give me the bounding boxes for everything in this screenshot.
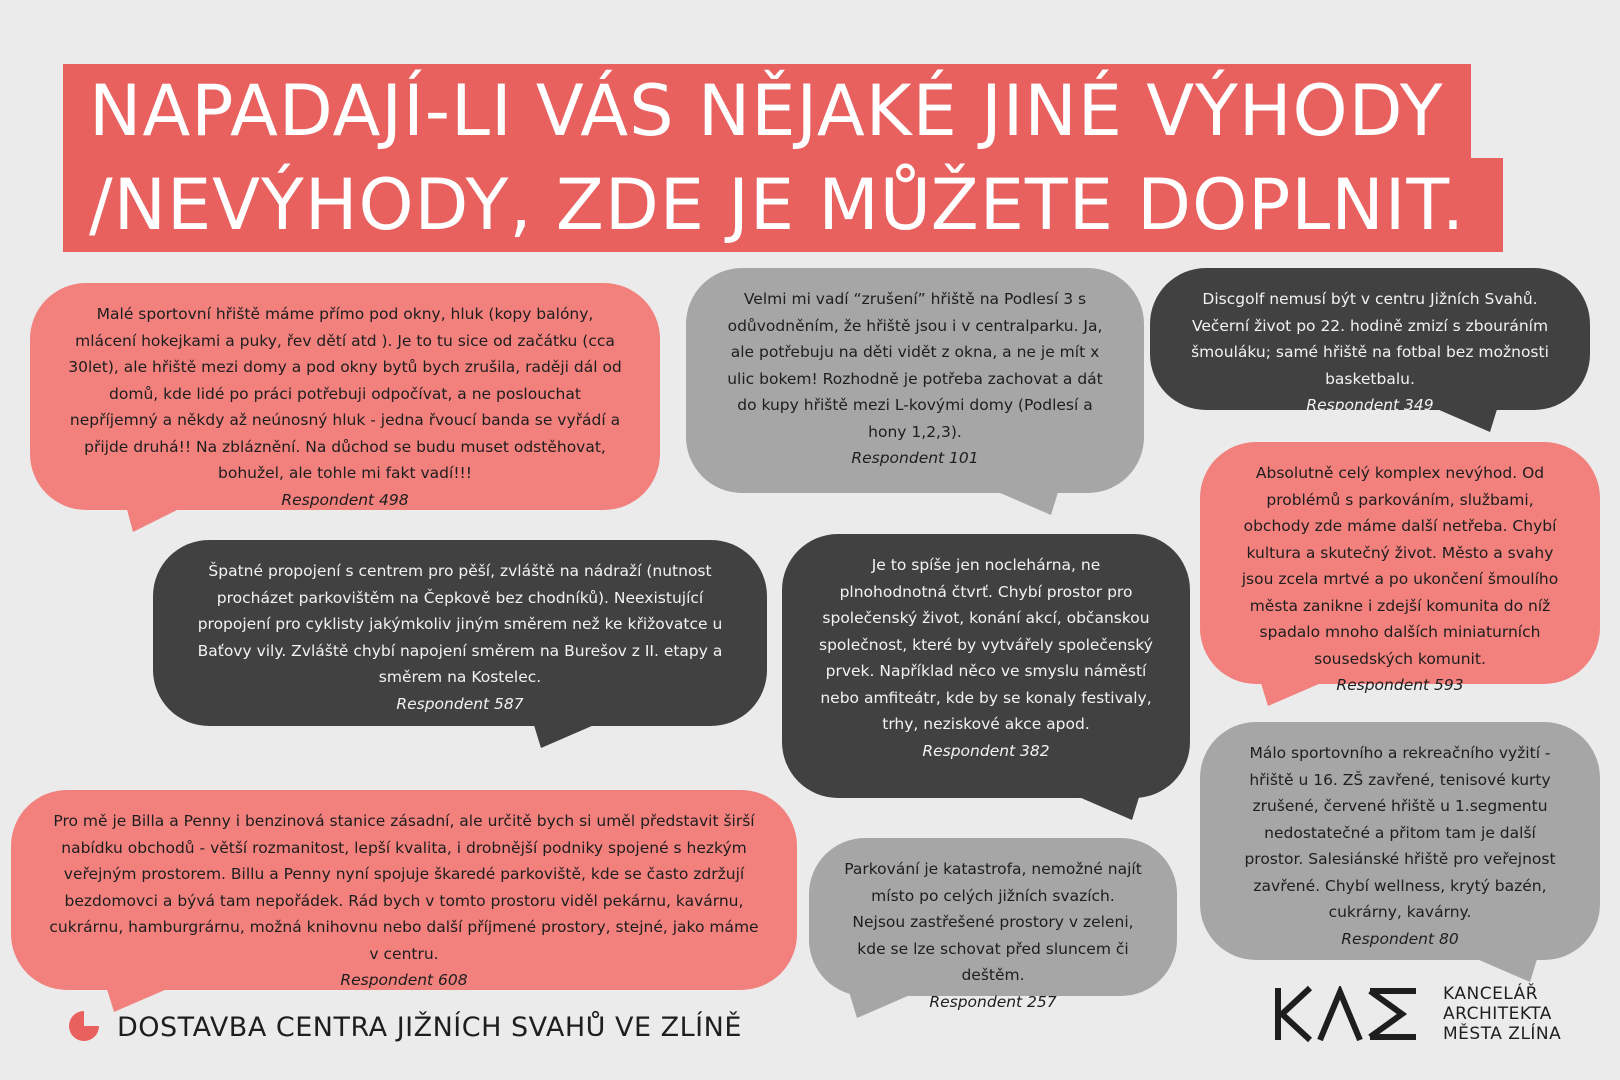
respondent-label: Respondent 101 bbox=[851, 449, 979, 467]
title-line-1: NAPADAJÍ-LI VÁS NĚJAKÉ JINÉ VÝHODY bbox=[63, 64, 1471, 158]
page-title bbox=[63, 64, 1503, 252]
respondent-label: Respondent 80 bbox=[1341, 929, 1459, 948]
pie-dot-icon bbox=[69, 1011, 99, 1041]
respondent-label: Respondent 587 bbox=[396, 694, 524, 713]
respondent-label: Respondent 349 bbox=[1306, 396, 1434, 414]
title-line-2: /NEVÝHODY, ZDE JE MŮŽETE DOPLNIT. bbox=[63, 158, 1503, 252]
org-name-line-1: KANCELÁŘ bbox=[1443, 984, 1539, 1004]
comment-text: Velmi mi vadí “zrušení” hřiště na Podlesí 3 s odůvodněním, že hřiště jsou i v centralparku. Ja, ale potřebuju na děti vidět z okna, a ne je mít x ulic bokem! Rozhodně je potřeba zachovat a dát do kupy hřiště mezi L-kovými domy (Podlesí a hony 1,2,3). bbox=[727, 290, 1103, 441]
comment-text: Parkování je katastrofa, nemožné najít místo po celých jižních svazích. Nejsou zastřešené prostory v zeleni, kde se lze schovat před sluncem či deštěm. bbox=[844, 860, 1142, 984]
respondent-label: Respondent 257 bbox=[929, 992, 1057, 1011]
comment-bubble-587 bbox=[153, 540, 767, 726]
comment-bubble-382 bbox=[782, 534, 1190, 798]
comment-text: Špatné propojení s centrem pro pěší, zvláště na nádraží (nutnost procházet parkovištěm na Čepkově bez chodníků). Neexistující propojení pro cyklisty jakýmkoliv jiným směrem než ke křižovatce u Baťovy vily. Zvláště chybí napojení směrem na Burešov z II. etapy a směrem na Kostelec. bbox=[197, 562, 723, 686]
comment-text: Malé sportovní hřiště máme přímo pod okny, hluk (kopy balóny, mlácení hokejkami a puky, řev dětí atd ). Je to tu sice od začátku (cca 30let), ale hřiště mezi domy a pod okny bytů bych zrušila, raději dál od domů, kde lidé po práci potřebuji odpočívat, a ne poslouchat nepříjemný a někdy až neúnosný hluk - jedna řvoucí banda se vyřádí a přijde druhá!! Na zbláznění. Na důchod se budu muset odstěhovat, bohužel, ale tohle mi fakt vadí!!! bbox=[68, 305, 622, 482]
org-name bbox=[1443, 984, 1561, 1044]
kam-logo-icon bbox=[1274, 986, 1420, 1042]
comment-text: Je to spíše jen noclehárna, ne plnohodnotná čtvrť. Chybí prostor pro společenský život, konání akcí, občanskou společnost, které by vytvářely společenský prvek. Například něco ve smyslu náměstí nebo amfiteátr, kde by se konaly festivaly, trhy, neziskové akce apod. bbox=[819, 556, 1153, 733]
respondent-label: Respondent 498 bbox=[281, 490, 409, 509]
org-name-line-3: MĚSTA ZLÍNA bbox=[1443, 1024, 1562, 1044]
comment-text: Absolutně celý komplex nevýhod. Od problémů s parkováním, službami, obchody zde máme další netřeba. Chybí kultura a skutečný život. Město a svahy jsou zcela mrtvé a po ukončení šmoulího města zanikne i zdejší komunita do níž spadalo mnoho dalších miniaturních sousedských komunit. bbox=[1241, 464, 1559, 668]
comment-bubble-101 bbox=[686, 268, 1144, 493]
respondent-label: Respondent 382 bbox=[922, 741, 1050, 760]
comment-text: Málo sportovního a rekreačního vyžití - hřiště u 16. ZŠ zavřené, tenisové kurty zrušené, červené hřiště u 1.segmentu nedostatečné a přitom tam je další prostor. Salesiánské hřiště pro veřejnost zavřené. Chybí wellness, krytý bazén, cukrárny, kavárny. bbox=[1244, 744, 1556, 921]
comment-text: Discgolf nemusí být v centru Jižních Svahů. Večerní život po 22. hodině zmizí s zbouráním šmouláku; samé hřiště na fotbal bez možnosti basketbalu. bbox=[1191, 290, 1549, 388]
comment-bubble-257 bbox=[809, 838, 1177, 1011]
org-name-line-2: ARCHITEKTA bbox=[1443, 1004, 1552, 1024]
comment-bubble-593 bbox=[1200, 442, 1600, 694]
comment-bubble-80 bbox=[1200, 722, 1600, 960]
respondent-label: Respondent 608 bbox=[340, 971, 468, 989]
comment-bubble-349 bbox=[1150, 268, 1590, 414]
project-title: DOSTAVBA CENTRA JIŽNÍCH SVAHŮ VE ZLÍNĚ bbox=[117, 1012, 742, 1043]
comment-text: Pro mě je Billa a Penny i benzinová stanice zásadní, ale určitě bych si uměl představit širší nabídku obchodů - větší rozmanitost, lepší kvalita, i drobnější podniky spojené s hezkým veřejným prostorem. Billu a Penny nyní spojuje škaredé parkoviště, kde se často zdržují bezdomovci a bývá tam nepořádek. Rád bych v tomto prostoru viděl pekárnu, kavárnu, cukrárnu, hamburgrárnu, možná knihovnu nebo další příjmené prostory, stejné, jako máme v centru. bbox=[49, 812, 759, 963]
comment-bubble-498 bbox=[30, 283, 660, 510]
comment-bubble-608 bbox=[11, 790, 797, 990]
respondent-label: Respondent 593 bbox=[1336, 676, 1464, 694]
